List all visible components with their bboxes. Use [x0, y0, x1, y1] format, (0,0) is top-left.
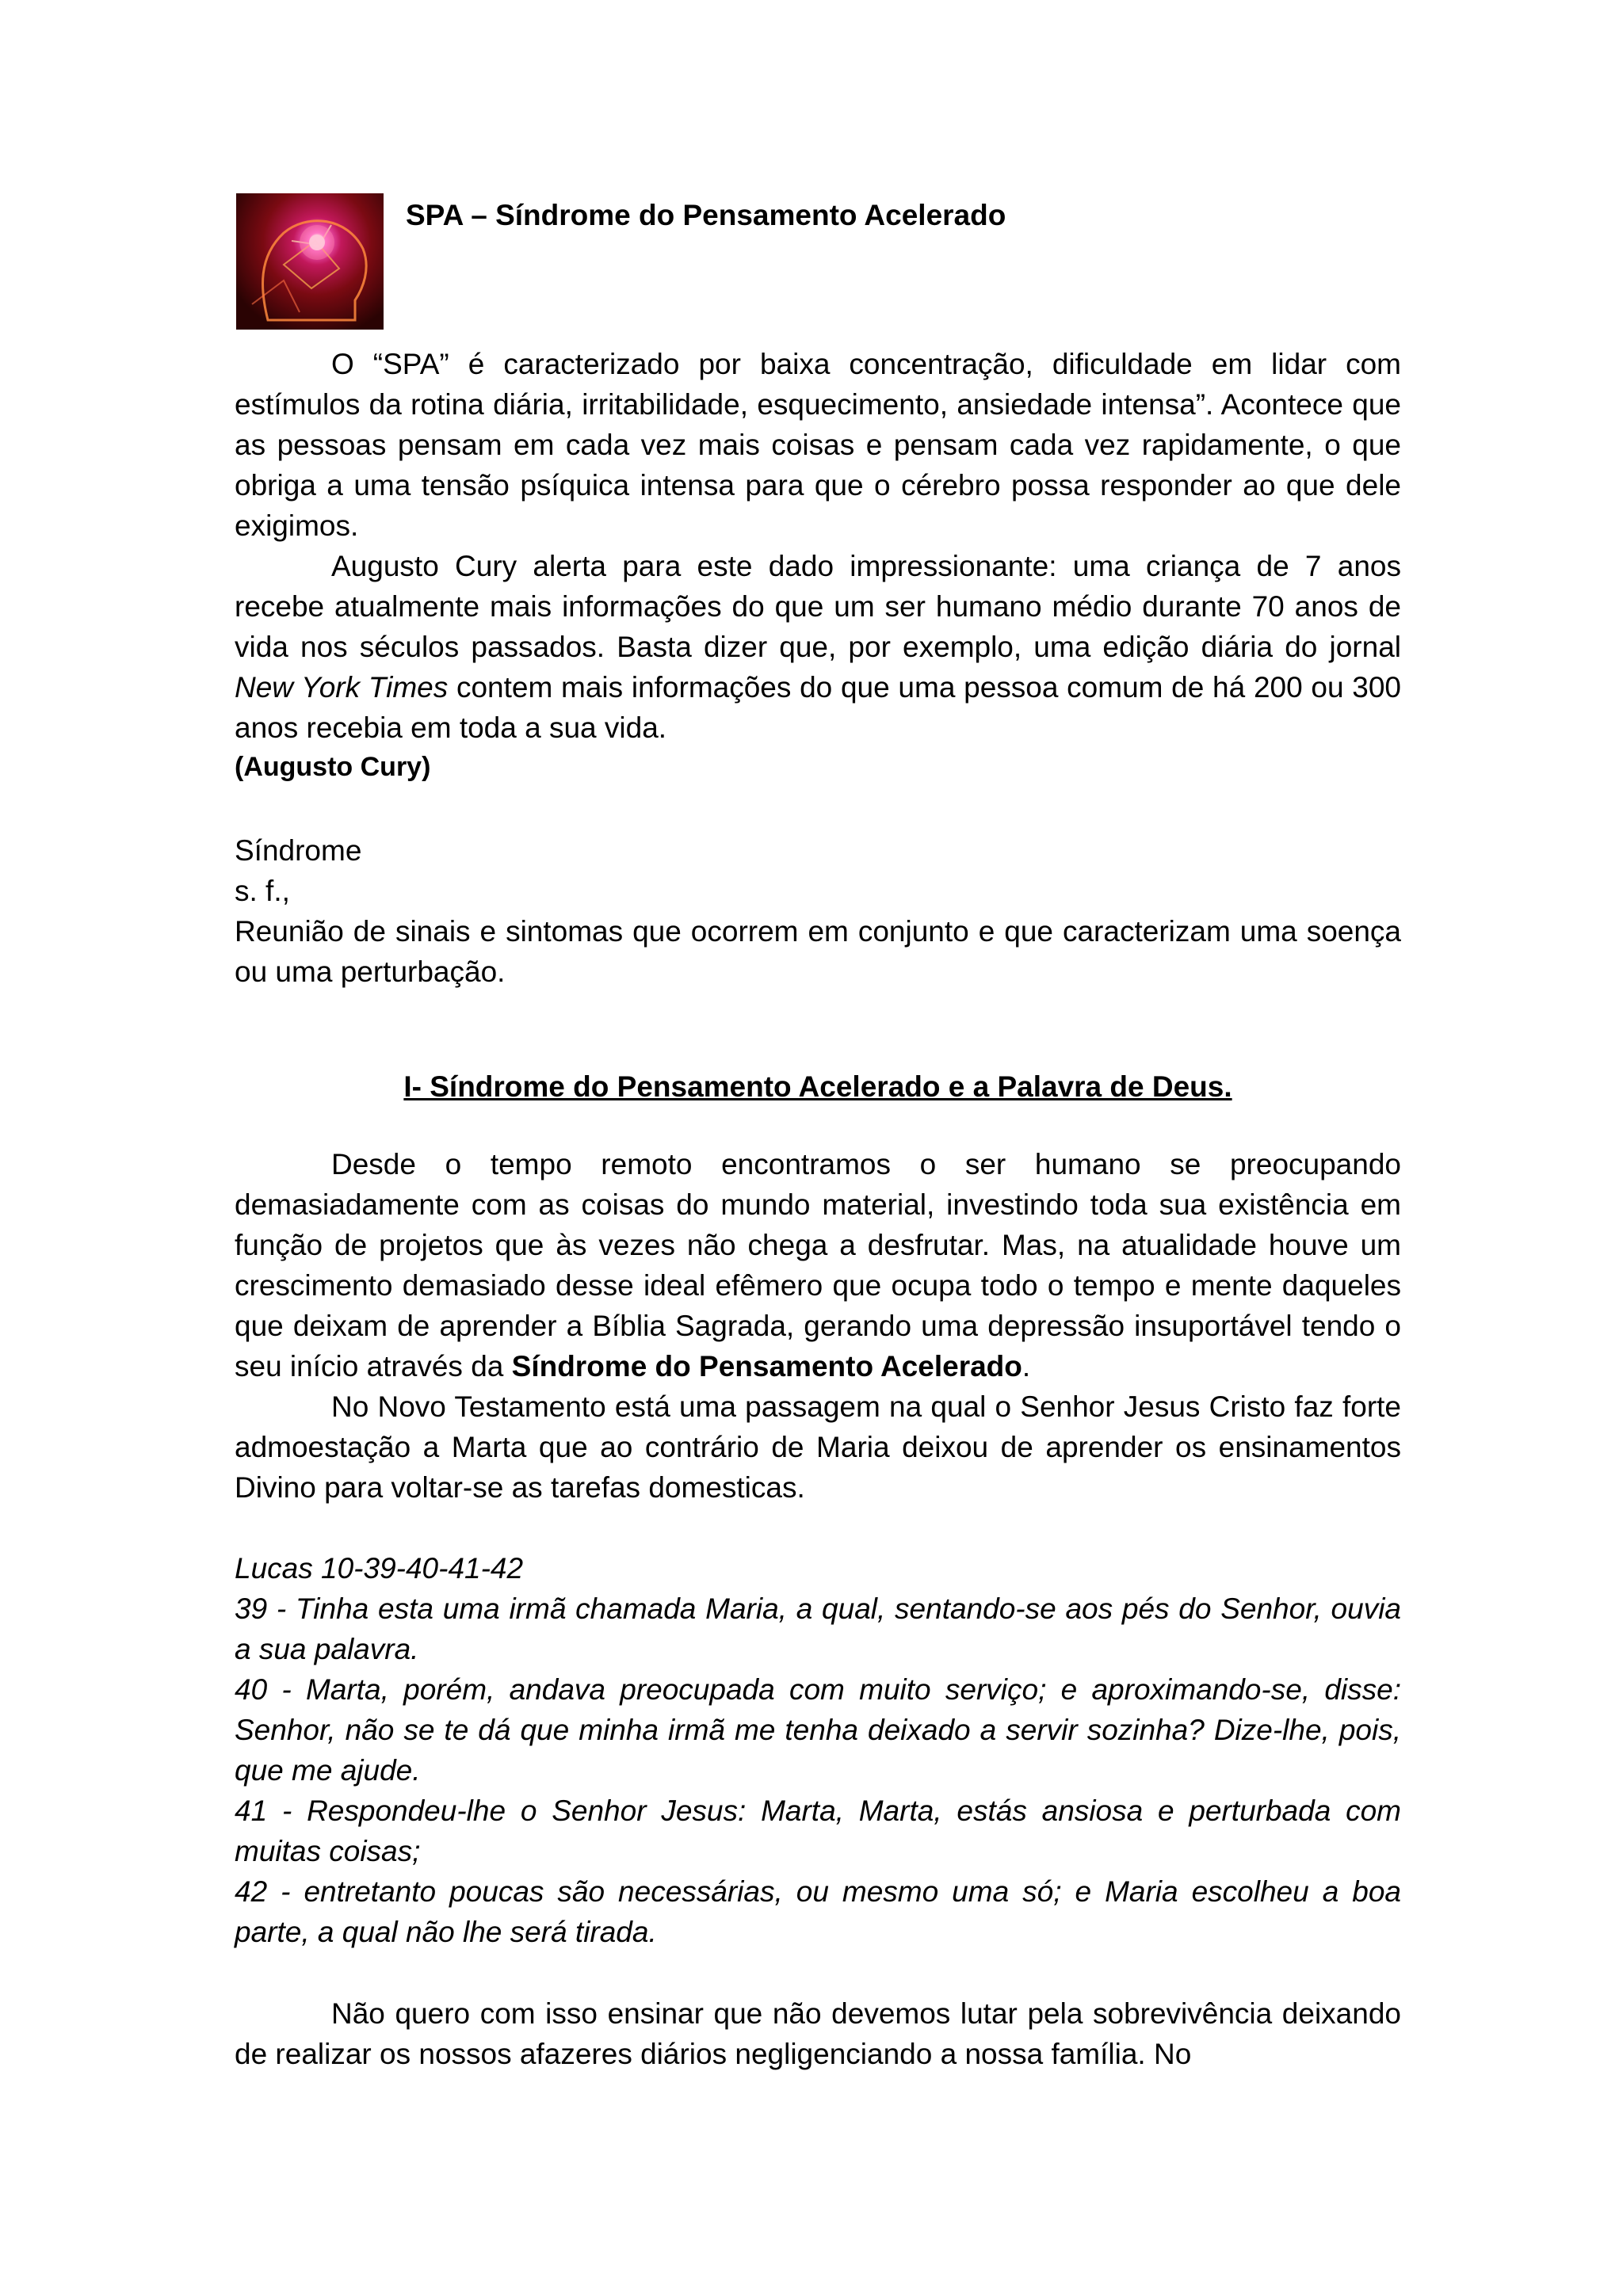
closing-block	[235, 1993, 1401, 2074]
verse-39: 39 - Tinha esta uma irmã chamada Maria, a qual, sentando-se aos pés do Senhor, ouvia a sua palavra.	[235, 1592, 1401, 1665]
definition-text: Reunião de sinais e sintomas que ocorrem em conjunto e que caracterizam uma soença ou uma perturbação.	[235, 915, 1401, 988]
paragraph-augusto-cury-part1: Augusto Cury alerta para este dado impressionante: uma criança de 7 anos recebe atualmente mais informações do que um ser humano médio durante 70 anos de vida nos séculos passados. Basta dizer que, por exemplo, uma edição diária do jornal	[235, 550, 1401, 663]
paragraph-remote-time-part1: Desde o tempo remoto encontramos o ser humano se preocupando demasiadamente com as coisas do mundo material, investindo toda sua existência em função de projetos que às vezes não chega a desfrutar. Mas, na atualidade houve um crescimento demasiado desse ideal efêmero que ocupa todo o tempo e mente daqueles que deixam de aprender a Bíblia Sagrada, gerando uma depressão insuportável tendo o seu início através da	[235, 1148, 1401, 1383]
attribution: (Augusto Cury)	[235, 752, 431, 782]
section-body	[235, 1144, 1401, 1508]
document-title: SPA – Síndrome do Pensamento Acelerado	[406, 199, 1006, 231]
section-title: I- Síndrome do Pensamento Acelerado e a Palavra de Deus.	[403, 1070, 1232, 1103]
verses-block	[235, 1548, 1401, 1952]
syndrome-bold: Síndrome do Pensamento Acelerado	[511, 1350, 1022, 1383]
paragraph-augusto-cury	[235, 546, 1401, 748]
brain-head-image	[236, 193, 384, 330]
verse-42: 42 - entretanto poucas são necessárias, ou mesmo uma só; e Maria escolheu a boa parte, a qual não lhe será tirada.	[235, 1875, 1401, 1948]
definition-block	[235, 830, 1401, 992]
paragraph-spa-definition: O “SPA” é caracterizado por baixa concentração, dificuldade em lidar com estímulos da rotina diária, irritabilidade, esquecimento, ansiedade intensa”. Acontece que as pessoas pensam em cada vez mais coisas e pensam cada vez rapidamente, o que obriga a uma tensão psíquica intensa para que o cérebro possa responder ao que dele exigimos.	[235, 348, 1401, 542]
verse-reference: Lucas 10-39-40-41-42	[235, 1552, 524, 1585]
verse-41: 41 - Respondeu-lhe o Senhor Jesus: Marta, Marta, estás ansiosa e perturbada com muitas coisas;	[235, 1794, 1401, 1867]
verse-40: 40 - Marta, porém, andava preocupada com muito serviço; e aproximando-se, disse: Senhor, não se te dá que minha irmã me tenha deixado a servir sozinha? Dize-lhe, pois, que me ajude.	[235, 1673, 1401, 1787]
paragraph-remote-time	[235, 1144, 1401, 1386]
paragraph-remote-time-part2: .	[1022, 1350, 1031, 1383]
brain-head-icon	[236, 193, 384, 330]
newspaper-name: New York Times	[235, 671, 449, 704]
definition-term: Síndrome	[235, 834, 362, 867]
paragraph-new-testament: No Novo Testamento está uma passagem na qual o Senhor Jesus Cristo faz forte admoestação a Marta que ao contrário de Maria deixou de aprender os ensinamentos Divino para voltar-se as tarefas domesticas.	[235, 1390, 1401, 1504]
definition-pos: s. f.,	[235, 875, 290, 907]
paragraph-augusto-cury-part2: contem mais informações do que uma pessoa comum de há 200 ou 300 anos recebia em toda a sua vida.	[235, 671, 1402, 744]
paragraph-closing: Não quero com isso ensinar que não devemos lutar pela sobrevivência deixando de realizar os nossos afazeres diários negligenciando a nossa família. No	[235, 1997, 1401, 2070]
intro-block	[235, 344, 1401, 786]
